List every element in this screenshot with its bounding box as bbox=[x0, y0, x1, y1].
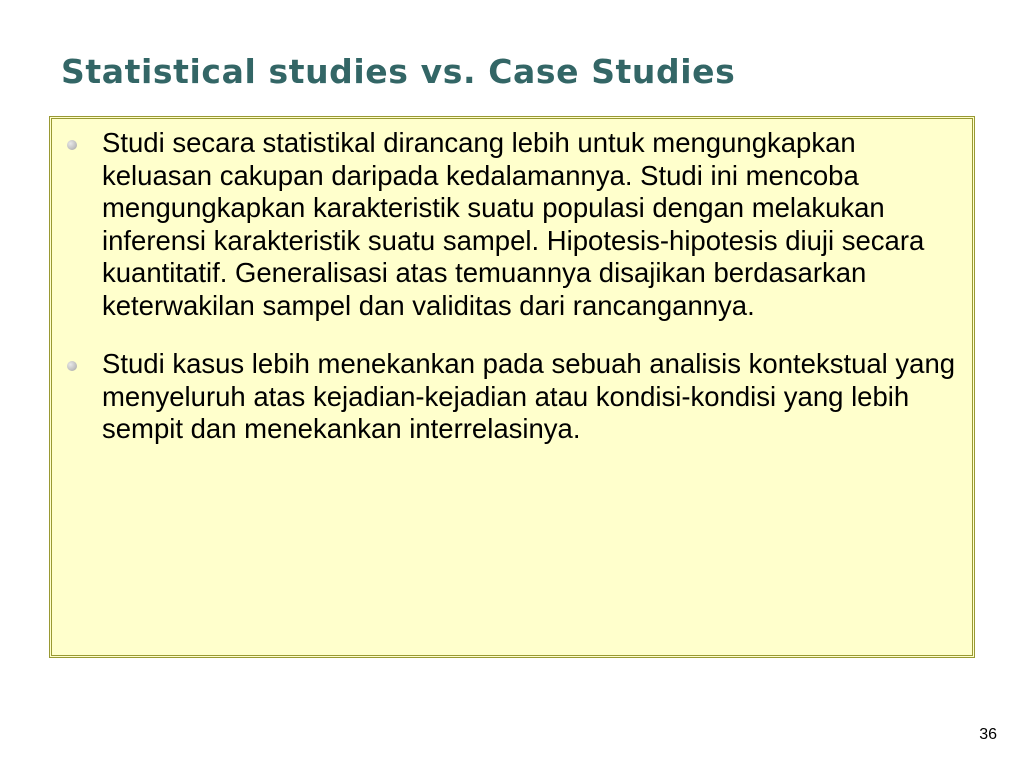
bullet-item bbox=[52, 127, 972, 322]
bullet-text: Studi kasus lebih menekankan pada sebuah analisis kontekstual yang menyeluruh atas kejadian-kejadian atau kondisi-kondisi yang lebih sempit dan menekankan interrelasinya. bbox=[102, 348, 956, 444]
bullet-list bbox=[52, 127, 972, 446]
content-box bbox=[49, 116, 975, 658]
slide-title: Statistical studies vs. Case Studies bbox=[61, 52, 736, 91]
bullet-dot-icon bbox=[67, 140, 77, 150]
page-number: 36 bbox=[979, 726, 997, 743]
bullet-item bbox=[52, 348, 972, 446]
bullet-dot-icon bbox=[67, 361, 77, 371]
bullet-text: Studi secara statistikal dirancang lebih untuk mengungkapkan keluasan cakupan daripada kedalamannya. Studi ini mencoba mengungkapkan karakteristik suatu populasi dengan melakukan inferensi karakteristik suatu sampel. Hipotesis-hipotesis diuji secara kuantitatif. Generalisasi atas temuannya disajikan berdasarkan keterwakilan sampel dan validitas dari rancangannya. bbox=[102, 127, 925, 321]
